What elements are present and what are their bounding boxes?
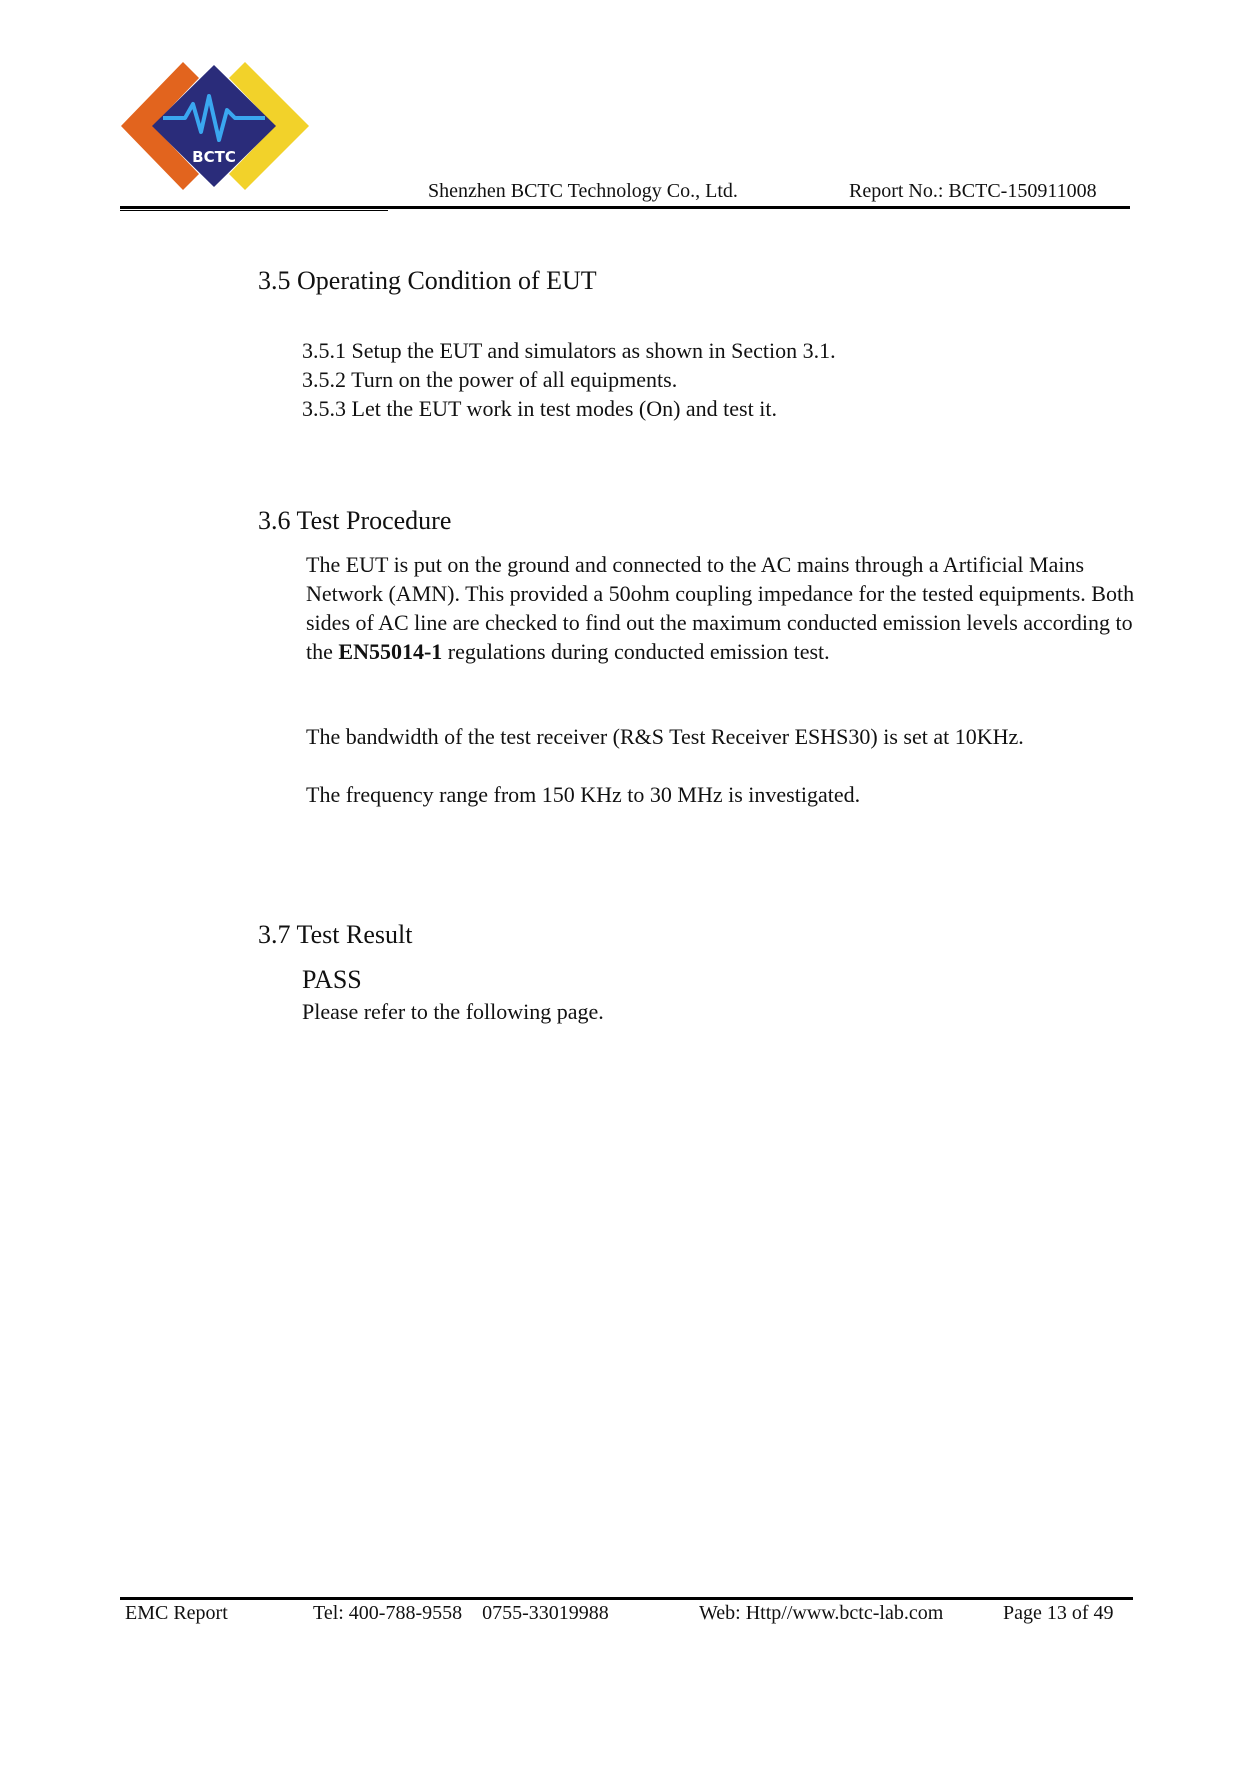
list-item-3-5-2: 3.5.2 Turn on the power of all equipments.	[302, 367, 678, 392]
frequency-range-paragraph: The frequency range from 150 KHz to 30 MHz is investigated.	[306, 782, 861, 807]
test-procedure-paragraph	[306, 550, 1146, 666]
footer-web: Web: Http//www.bctc-lab.com	[699, 1602, 944, 1624]
paragraph-text: The EUT is put on the ground and connected to the AC mains through a Artificial Mains Network (AMN). This provided a 50ohm coupling impedance for the tested equipments. Both sides of AC line are checked to find out the maximum conducted emission levels according to the	[306, 552, 1135, 664]
bctc-logo	[115, 60, 315, 195]
footer-rule	[120, 1597, 1133, 1600]
section-3-5-heading: 3.5 Operating Condition of EUT	[258, 266, 597, 295]
header-rule	[120, 206, 1130, 209]
report-number: Report No.: BCTC-150911008	[849, 180, 1097, 202]
list-item-3-5-1: 3.5.1 Setup the EUT and simulators as shown in Section 3.1.	[302, 338, 836, 363]
footer-tel: Tel: 400-788-9558 0755-33019988	[313, 1602, 609, 1624]
page-number: Page 13 of 49	[1003, 1602, 1114, 1624]
section-3-6-heading: 3.6 Test Procedure	[258, 506, 452, 535]
footer-label: EMC Report	[125, 1602, 228, 1624]
list-item-3-5-3: 3.5.3 Let the EUT work in test modes (On) and test it.	[302, 396, 777, 421]
test-result-pass: PASS	[302, 965, 362, 994]
section-3-7-heading: 3.7 Test Result	[258, 920, 413, 949]
company-name: Shenzhen BCTC Technology Co., Ltd.	[428, 180, 738, 202]
paragraph-text-end: regulations during conducted emission test.	[442, 639, 830, 664]
test-result-note: Please refer to the following page.	[302, 999, 604, 1024]
bandwidth-paragraph: The bandwidth of the test receiver (R&S Test Receiver ESHS30) is set at 10KHz.	[306, 724, 1024, 749]
logo-text: BCTC	[192, 148, 236, 166]
standard-name: EN55014-1	[338, 639, 443, 664]
header-rule-accent	[120, 210, 388, 211]
